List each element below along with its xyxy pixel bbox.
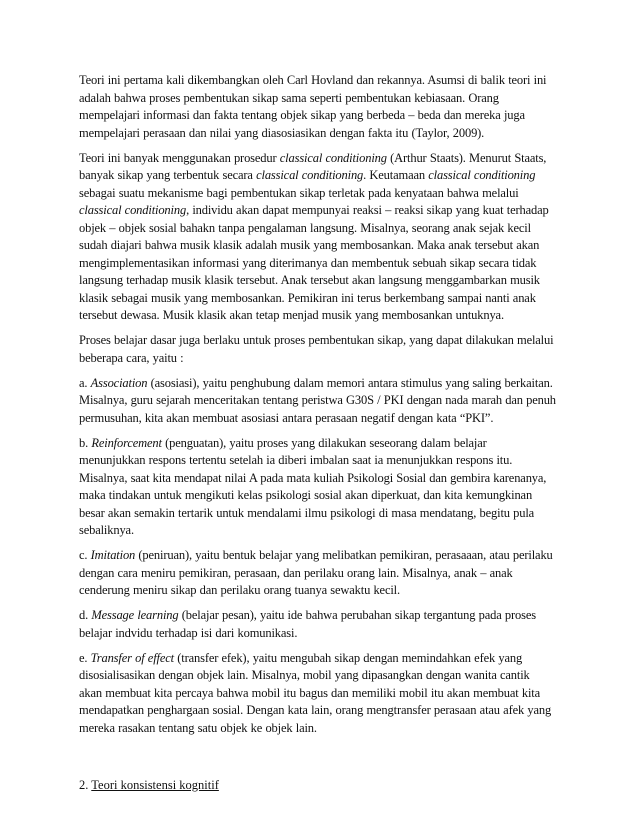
paragraph	[79, 547, 578, 600]
text-line	[79, 290, 578, 308]
text-run: mempelajari informasi dan fakta tentang objek sikap yang berbeda – beda dan mereka juga	[79, 108, 525, 122]
text-line	[79, 375, 578, 393]
text-line	[79, 452, 578, 470]
document-body	[79, 72, 578, 737]
paragraph	[79, 150, 578, 325]
text-run: (Arthur Staats). Menurut Staats,	[386, 150, 547, 165]
text-run: d.	[79, 608, 92, 622]
paragraph	[79, 332, 578, 367]
text-run: Misalnya, guru sejarah menceritakan tentang peristwa G30S / PKI dengan nada marah dan penuh	[79, 393, 556, 407]
text-run: sebaliknya.	[79, 523, 134, 537]
paragraph	[79, 375, 578, 428]
text-run: sudah diajari bahwa musik klasik adalah musik yang membosankan. Maka anak tersebut akan	[79, 238, 540, 252]
text-run: (asosiasi), yaitu penghubung dalam memori antara stimulus yang saling berkaitan.	[147, 375, 553, 390]
text-run: a.	[79, 375, 91, 390]
text-line	[79, 167, 578, 185]
text-run: langsung terhadap musik klasik tersebut. Anak tersebut akan langsung menggambarkan musik	[79, 273, 540, 287]
text-run: beberapa cara, yaitu :	[79, 350, 184, 365]
text-run: besar akan semakin tertarik untuk mendalami ilmu psikologi di masa mendatang, begitu pula	[79, 505, 535, 520]
text-line	[79, 410, 578, 428]
text-line	[79, 237, 578, 255]
text-line	[79, 487, 578, 505]
text-line	[79, 505, 578, 523]
text-line	[79, 582, 578, 600]
text-run: maka tindakan untuk mengikuti kelas psikologi sosial akan diperkuat, dan kita kemungkinan	[79, 488, 533, 502]
text-line	[79, 350, 578, 368]
text-line	[79, 185, 578, 203]
text-run: disosialisasikan dengan objek lain. Misalnya, mobil yang dipasangkan dengan wanita cantik	[79, 668, 530, 682]
text-line	[79, 107, 578, 125]
italic-term: classical conditioning	[428, 168, 536, 182]
text-line	[79, 650, 578, 668]
text-line	[79, 667, 578, 685]
text-run: objek – objek sosial bahakn tanpa pengalaman langsung. Misalnya, seorang anak sejak kecil	[79, 220, 531, 235]
text-run: belajar indvidu terhadap isi dari komunikasi.	[79, 625, 298, 640]
text-line	[79, 607, 578, 625]
text-run: . Keutamaan	[363, 168, 429, 182]
text-line	[79, 307, 578, 325]
text-line	[79, 90, 578, 108]
text-run: c.	[79, 548, 91, 562]
text-run: (penguatan), yaitu proses yang dilakukan seseorang dalam belajar	[161, 435, 487, 450]
text-line	[79, 202, 578, 220]
text-line	[79, 702, 578, 720]
text-run: Teori ini banyak menggunakan prosedur	[79, 150, 280, 165]
text-line	[79, 272, 578, 290]
text-run: (peniruan), yaitu bentuk belajar yang melibatkan pemikiran, perasaaan, atau perilaku	[135, 548, 553, 562]
text-run: Misalnya, saat kita mendapat nilai A pada mata kuliah Psikologi Sosial dan gembira karenanya,	[79, 470, 547, 485]
text-line	[79, 220, 578, 238]
text-run: Teori ini pertama kali dikembangkan oleh Carl Hovland dan rekannya. Asumsi di balik teori ini	[79, 73, 547, 87]
italic-term: classical conditioning	[79, 203, 187, 217]
text-run: (transfer efek), yaitu mengubah sikap dengan memindahkan efek yang	[173, 650, 523, 665]
text-run: menunjukkan respons tertentu setelah ia diberi imbalan saat ia menunjukkan respons itu.	[79, 453, 513, 467]
text-line	[79, 125, 578, 143]
text-line	[79, 547, 578, 565]
paragraph	[79, 72, 578, 142]
paragraph	[79, 650, 578, 738]
text-line	[79, 522, 578, 540]
text-line	[79, 470, 578, 488]
text-run: Proses belajar dasar juga berlaku untuk proses pembentukan sikap, yang dapat dilakukan melalui	[79, 333, 554, 347]
text-run: klasik sebagai musik yang membosankan. Pemikiran ini terus berkembang sampai nanti anak	[79, 290, 536, 305]
text-run: mempelajari perasaan dan nilai yang diasosiasikan dengan fakta itu (Taylor, 2009).	[79, 125, 485, 140]
text-line	[79, 720, 578, 738]
text-line	[79, 565, 578, 583]
text-run: tersebut dewasa. Musik klasik akan tetap menjad musik yang membosankan untuknya.	[79, 308, 504, 322]
italic-term: Message learning	[91, 608, 179, 622]
section-heading	[79, 777, 578, 795]
text-run: mendapatkan penghargaan sosial. Dengan kata lain, orang mengtransfer perasaan atau afek yang	[79, 703, 552, 717]
text-line	[79, 392, 578, 410]
text-run: cenderung meniru sikap dan perilaku orang tuanya sewaktu kecil.	[79, 583, 400, 597]
text-run: e.	[79, 650, 91, 665]
text-run: , individu akan dapat mempunyai reaksi – reaksi sikap yang kuat terhadap	[186, 203, 549, 217]
text-run: permusuhan, kita akan membuat asosiasi antara perasaan negatif dengan kata “PKI”.	[79, 410, 494, 425]
text-line	[79, 150, 578, 168]
paragraph	[79, 435, 578, 540]
italic-term: Transfer of effect	[90, 650, 174, 665]
text-line	[79, 685, 578, 703]
section-number: 2.	[79, 778, 92, 792]
text-run: banyak sikap yang terbentuk secara	[79, 168, 257, 182]
text-line	[79, 255, 578, 273]
italic-term: Association	[90, 375, 148, 390]
italic-term: classical conditioning	[279, 150, 387, 165]
section-title: Teori konsistensi kognitif	[91, 778, 219, 792]
text-run: b.	[79, 435, 92, 450]
text-run: mereka rasakan tentang satu objek ke objek lain.	[79, 720, 317, 735]
text-line	[79, 72, 578, 90]
text-run: mengimplementasikan informasi yang diterimanya dan membentuk sebuah sikap secara tidak	[79, 255, 537, 270]
text-run: dengan cara meniru pemikiran, perasaan, dan perilaku orang lain. Misalnya, anak – anak	[79, 565, 513, 580]
italic-term: classical conditioning	[256, 168, 364, 182]
text-line	[79, 625, 578, 643]
text-run: akan membuat kita percaya bahwa mobil itu bagus dan memiliki mobil itu akan membuat kita	[79, 685, 541, 700]
italic-term: Imitation	[90, 548, 136, 562]
text-run: (belajar pesan), yaitu ide bahwa perubahan sikap tergantung pada proses	[178, 608, 536, 622]
text-line	[79, 332, 578, 350]
text-run: adalah bahwa proses pembentukan sikap sama seperti pembentukan kebiasaan. Orang	[79, 90, 499, 105]
paragraph	[79, 607, 578, 642]
italic-term: Reinforcement	[91, 435, 162, 450]
text-line	[79, 435, 578, 453]
text-run: sebagai suatu mekanisme bagi pembentukan sikap terletak pada kenyataan bahwa melalui	[79, 185, 519, 200]
